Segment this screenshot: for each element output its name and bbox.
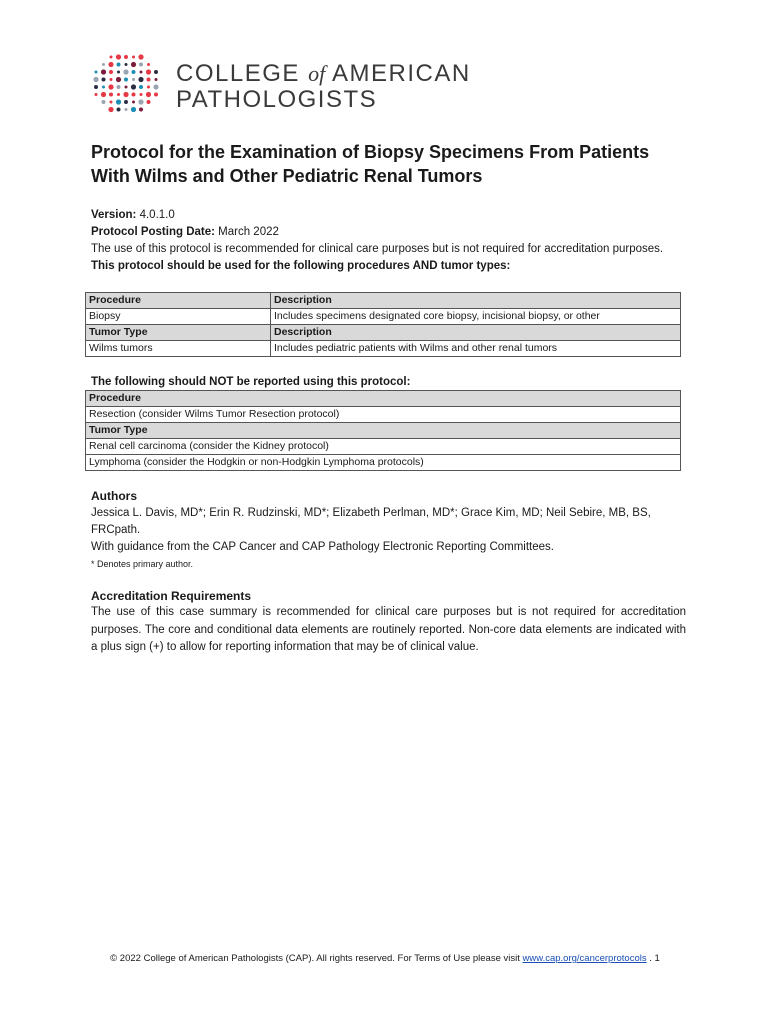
procedure-header: Procedure xyxy=(86,391,681,407)
logo-dot xyxy=(109,93,113,97)
logo-dot xyxy=(140,93,143,96)
tumor-type-cell: Lymphoma (consider the Hodgkin or non-Hodgkin Lymphoma protocols) xyxy=(86,455,681,471)
logo-dot xyxy=(131,62,136,67)
logo-dot xyxy=(117,85,121,89)
logo-dot xyxy=(132,56,135,59)
posting-date-label: Protocol Posting Date: xyxy=(91,226,215,238)
logo-dot xyxy=(155,78,158,81)
logo-dot xyxy=(140,71,143,74)
table-row xyxy=(86,423,681,439)
not-reported-table xyxy=(85,390,681,471)
table-row xyxy=(86,309,681,325)
logo-dot xyxy=(108,107,113,112)
tumor-type-header: Tumor Type xyxy=(86,325,271,341)
logo-dot xyxy=(117,63,121,67)
logo-dot xyxy=(102,100,106,104)
usage-text: The use of this protocol is recommended for clinical care purposes but is not required for accreditation purposes. xyxy=(91,243,664,255)
logo-dot xyxy=(125,63,128,66)
logo-dot xyxy=(124,100,128,104)
logo-dot xyxy=(117,108,121,112)
logo-dot xyxy=(93,77,98,82)
tumor-type-header: Tumor Type xyxy=(86,423,681,439)
table-row xyxy=(86,293,681,309)
authors-heading: Authors xyxy=(91,489,137,503)
table-row xyxy=(86,407,681,423)
accreditation-text: The use of this case summary is recommended for clinical care purposes but is not required for accreditation purposes. The core and conditional data elements are routinely reported. Non-core data elements are indicated with a plus sign (+) to allow for reporting information that may be of clinical value. xyxy=(91,606,686,653)
procedure-cell: Resection (consider Wilms Tumor Resection protocol) xyxy=(86,407,681,423)
logo-dot xyxy=(131,107,136,112)
logo-dot xyxy=(153,84,158,89)
logo-dot xyxy=(94,85,98,89)
logo-dot xyxy=(108,62,113,67)
logo-dot xyxy=(110,78,113,81)
logo-dot xyxy=(117,71,120,74)
logo-dot xyxy=(102,86,105,89)
version-line xyxy=(91,207,686,224)
tumor-type-cell: Wilms tumors xyxy=(86,341,271,357)
logo-dot xyxy=(132,70,136,74)
procedure-cell: Biopsy xyxy=(86,309,271,325)
version-label: Version: xyxy=(91,209,137,221)
logo-word-american: AMERICAN xyxy=(332,60,471,87)
author-names: Jessica L. Davis, MD*; Erin R. Rudzinski, MD*; Elizabeth Perlman, MD*; Grace Kim, MD; Neil Sebire, MB, BS, FRCpath. xyxy=(91,507,651,536)
logo-dot xyxy=(116,54,121,59)
cap-protocols-link[interactable]: www.cap.org/cancerprotocols xyxy=(522,953,647,964)
tumor-type-cell: Renal cell carcinoma (consider the Kidney protocol) xyxy=(86,439,681,455)
accreditation-heading: Accreditation Requirements xyxy=(91,589,252,603)
authors-section xyxy=(91,505,686,572)
logo-dot xyxy=(109,70,113,74)
logo-dot xyxy=(101,92,106,97)
logo-dot xyxy=(139,63,143,67)
logo-dot xyxy=(147,63,150,66)
table-intro: This protocol should be used for the following procedures AND tumor types: xyxy=(91,260,511,272)
table-row xyxy=(86,325,681,341)
logo-dot xyxy=(139,108,143,112)
logo-dot xyxy=(116,99,121,104)
cap-logo xyxy=(92,53,472,115)
logo-dot xyxy=(102,63,105,66)
page-number: . 1 xyxy=(649,953,660,964)
description-header: Description xyxy=(271,293,681,309)
logo-dot xyxy=(138,54,143,59)
tumor-description-header: Description xyxy=(271,325,681,341)
posting-date-value: March 2022 xyxy=(218,226,279,238)
logo-word-college: COLLEGE xyxy=(176,60,300,87)
logo-wordmark xyxy=(176,61,471,113)
logo-dot xyxy=(132,101,135,104)
protocol-meta xyxy=(91,207,686,275)
logo-dot xyxy=(146,69,151,74)
logo-dot xyxy=(101,69,106,74)
table-row xyxy=(86,391,681,407)
logo-dot xyxy=(131,84,136,89)
logo-dot xyxy=(102,78,106,82)
logo-dot xyxy=(147,78,151,82)
guidance-text: With guidance from the CAP Cancer and CAP Pathology Electronic Reporting Committees. xyxy=(91,541,554,553)
logo-dot xyxy=(110,101,113,104)
logo-dot xyxy=(110,56,113,59)
logo-word-pathologists: PATHOLOGISTS xyxy=(176,86,378,113)
primary-author-note: * Denotes primary author. xyxy=(91,559,194,569)
logo-dot xyxy=(147,100,151,104)
dot-grid-logo-icon xyxy=(92,53,164,115)
logo-dot xyxy=(108,84,113,89)
logo-dot xyxy=(146,92,151,97)
logo-dot xyxy=(154,70,158,74)
logo-dot xyxy=(154,93,158,97)
procedure-description-cell: Includes specimens designated core biopsy, incisional biopsy, or other xyxy=(271,309,681,325)
logo-dot xyxy=(95,71,98,74)
logo-word-of: of xyxy=(308,61,326,86)
table-row xyxy=(86,341,681,357)
procedures-table xyxy=(85,292,681,357)
logo-dot xyxy=(117,93,120,96)
logo-dot xyxy=(139,85,143,89)
logo-dot xyxy=(95,93,98,96)
logo-dot xyxy=(123,92,128,97)
posting-date-line xyxy=(91,224,686,241)
copyright-text: © 2022 College of American Pathologists (CAP). All rights reserved. For Terms of Use please visit xyxy=(110,953,520,964)
page-footer xyxy=(0,953,770,964)
protocol-title: Protocol for the Examination of Biopsy Specimens From Patients With Wilms and Other Pediatric Renal Tumors xyxy=(91,142,650,186)
tumor-description-cell: Includes pediatric patients with Wilms and other renal tumors xyxy=(271,341,681,357)
logo-dot xyxy=(124,78,128,82)
logo-dot xyxy=(123,69,128,74)
logo-dot xyxy=(116,77,121,82)
logo-dot xyxy=(132,93,136,97)
logo-dot xyxy=(125,108,128,111)
logo-dot xyxy=(125,86,128,89)
not-reported-label: The following should NOT be reported using this protocol: xyxy=(91,376,411,388)
table-row xyxy=(86,439,681,455)
procedure-header: Procedure xyxy=(86,293,271,309)
logo-dot xyxy=(138,99,143,104)
logo-dot xyxy=(138,77,143,82)
logo-dot xyxy=(132,78,135,81)
version-value: 4.0.1.0 xyxy=(139,209,175,221)
table-row xyxy=(86,455,681,471)
logo-dot xyxy=(124,55,128,59)
logo-dot xyxy=(147,86,150,89)
